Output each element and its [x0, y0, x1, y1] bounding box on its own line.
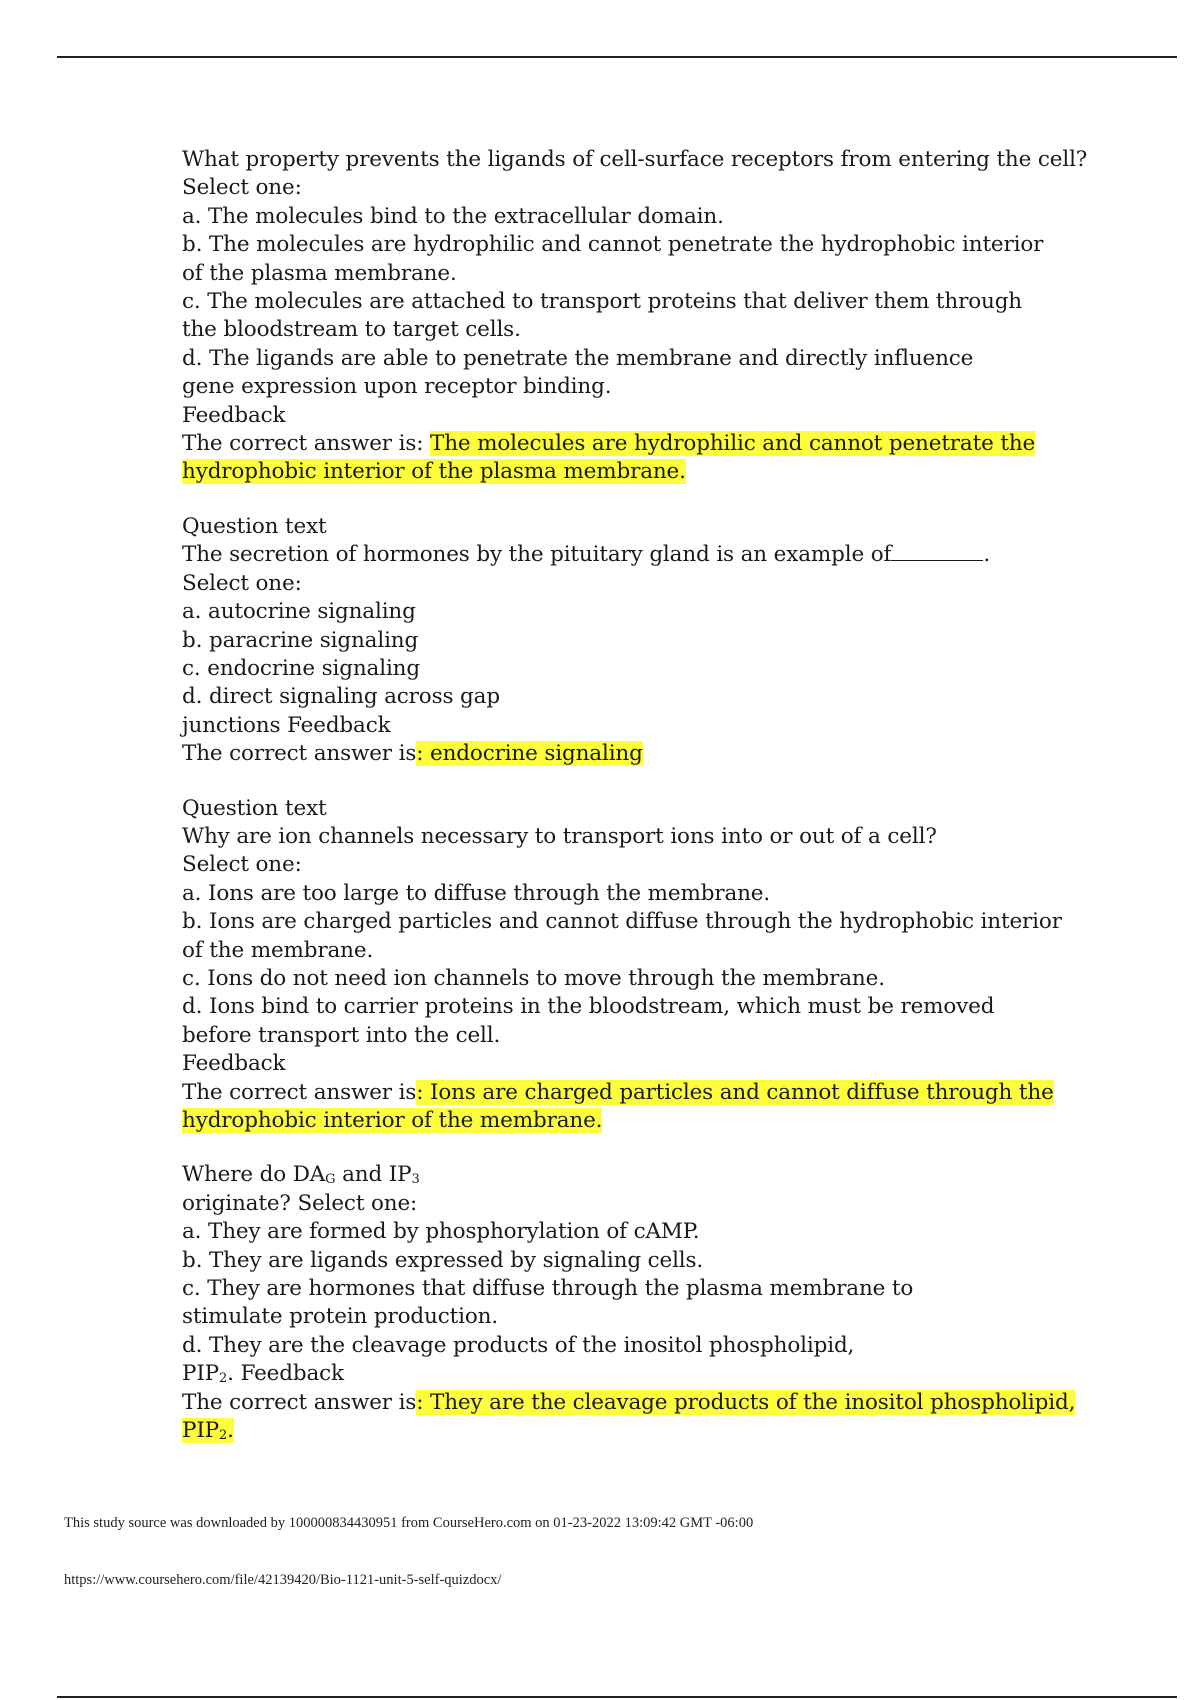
answer-highlight — [182, 1418, 234, 1443]
subscript: 2 — [218, 1428, 228, 1444]
correct-answer-label: The correct answer is — [182, 741, 417, 767]
correct-answer-label: The correct answer is — [182, 1389, 417, 1415]
subscript: 2 — [218, 1371, 228, 1387]
option-d-part: . Feedback — [227, 1361, 344, 1387]
question-1 — [182, 146, 1088, 487]
feedback-label: Feedback — [182, 1051, 286, 1077]
option-c: c. Ions do not need ion channels to move through the membrane. — [182, 965, 885, 991]
question-4 — [182, 1161, 1076, 1445]
question-4-text — [182, 1161, 1062, 1189]
question-2-period: . — [983, 542, 991, 568]
option-a: a. They are formed by phosphorylation of cAMP. — [182, 1219, 700, 1245]
question-3-text: Why are ion channels necessary to transport ions into or out of a cell? — [182, 823, 937, 849]
answer-part: . — [227, 1418, 234, 1444]
question-3 — [182, 795, 1062, 1136]
question-text-heading: Question text — [182, 795, 327, 821]
option-c-cont: the bloodstream to target cells. — [182, 317, 521, 343]
option-d: d. They are the cleavage products of the inositol phospholipid, — [182, 1332, 855, 1358]
option-c: c. endocrine signaling — [182, 655, 420, 681]
question-2 — [182, 513, 1062, 769]
option-d-cont — [182, 1360, 1062, 1388]
answer-highlight: : Ions are charged particles and cannot diffuse through the — [416, 1079, 1054, 1105]
answer-highlight: hydrophobic interior of the plasma membrane. — [182, 459, 686, 485]
feedback-label: Feedback — [182, 402, 286, 428]
correct-answer — [182, 1389, 1076, 1417]
correct-answer-label: The correct answer is — [182, 1079, 417, 1105]
option-d-cont: gene expression upon receptor binding. — [182, 374, 612, 400]
answer-highlight: : They are the cleavage products of the inositol phospholipid, — [416, 1389, 1076, 1415]
option-b-cont: of the membrane. — [182, 937, 374, 963]
option-d-part: PIP — [182, 1361, 219, 1387]
select-one-label: Select one: — [182, 570, 302, 596]
subscript: G — [325, 1172, 336, 1188]
correct-answer-cont — [182, 1107, 1062, 1135]
quiz-content — [182, 146, 1088, 1445]
question-4-part: and IP — [335, 1162, 412, 1188]
correct-answer — [182, 430, 1062, 458]
option-b: b. paracrine signaling — [182, 627, 419, 653]
question-2-stem: The secretion of hormones by the pituitary gland is an example of — [182, 542, 892, 568]
answer-highlight: The molecules are hydrophilic and cannot penetrate the — [430, 431, 1036, 457]
correct-answer-label: The correct answer is: — [182, 431, 430, 457]
option-b-cont: of the plasma membrane. — [182, 260, 457, 286]
question-text-heading: Question text — [182, 513, 327, 539]
option-d-cont: junctions Feedback — [182, 712, 391, 738]
subscript: 3 — [411, 1172, 420, 1188]
option-c: c. The molecules are attached to transport proteins that deliver them through — [182, 289, 1022, 315]
select-one-label: Select one: — [182, 175, 302, 201]
option-a: a. autocrine signaling — [182, 599, 416, 625]
download-source-note: This study source was downloaded by 100000834430951 from CourseHero.com on 01-23-2022 13:09:42 GMT -06:00 — [64, 1515, 754, 1531]
source-url[interactable]: https://www.coursehero.com/file/42139420/Bio-1121-unit-5-self-quizdocx/ — [64, 1572, 502, 1588]
option-b: b. The molecules are hydrophilic and cannot penetrate the hydrophobic interior — [182, 232, 1044, 258]
top-rule — [57, 56, 1177, 58]
select-one-label: Select one: — [182, 852, 302, 878]
correct-answer-cont — [182, 1417, 1062, 1445]
question-2-text — [182, 541, 1062, 569]
answer-highlight: hydrophobic interior of the membrane. — [182, 1108, 603, 1133]
question-1-text: What property prevents the ligands of cell-surface receptors from entering the cell? — [182, 147, 1088, 172]
option-a: a. The molecules bind to the extracellular domain. — [182, 203, 724, 229]
answer-highlight: : endocrine signaling — [416, 741, 643, 767]
option-d: d. The ligands are able to penetrate the membrane and directly influence — [182, 345, 974, 371]
option-d-cont: before transport into the cell. — [182, 1022, 501, 1048]
question-4-part: Where do DA — [182, 1162, 326, 1188]
option-d: d. direct signaling across gap — [182, 684, 500, 710]
question-4-text-cont: originate? Select one: — [182, 1190, 418, 1216]
option-c: c. They are hormones that diffuse through the plasma membrane to — [182, 1276, 914, 1302]
option-d: d. Ions bind to carrier proteins in the bloodstream, which must be removed — [182, 994, 995, 1020]
correct-answer — [182, 1079, 1062, 1107]
bottom-rule — [57, 1696, 1177, 1698]
option-a: a. Ions are too large to diffuse through the membrane. — [182, 880, 771, 906]
correct-answer-cont — [182, 458, 1062, 486]
option-c-cont: stimulate protein production. — [182, 1304, 499, 1330]
answer-blank — [891, 559, 983, 561]
correct-answer — [182, 740, 1062, 768]
option-b: b. Ions are charged particles and cannot diffuse through the hydrophobic interior — [182, 909, 1062, 935]
answer-part: PIP — [182, 1418, 219, 1444]
option-b: b. They are ligands expressed by signaling cells. — [182, 1247, 704, 1273]
